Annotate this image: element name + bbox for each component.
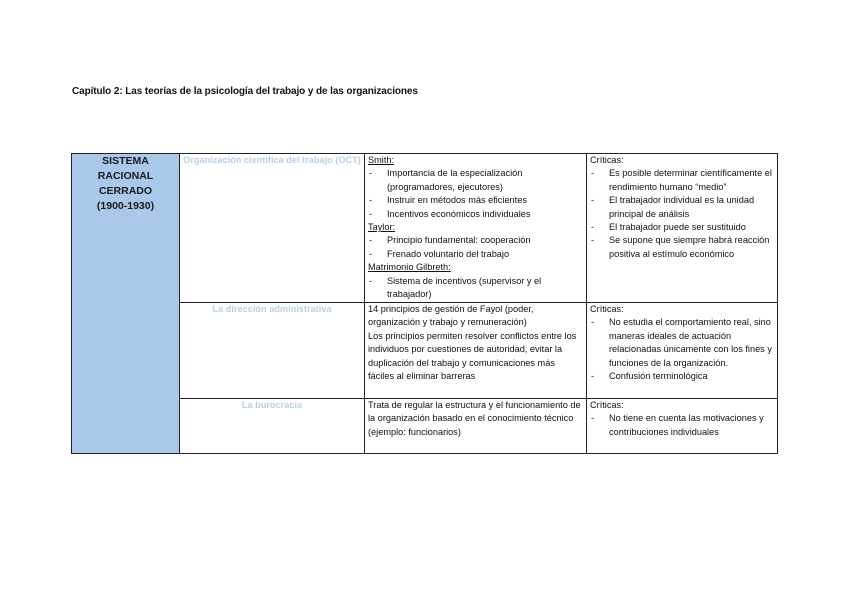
description-cell: [365, 154, 587, 303]
critics-cell: [587, 399, 778, 454]
list-item: - El trabajador individual es la unidad principal de análisis: [590, 194, 774, 221]
description-cell: [365, 303, 587, 399]
theory-cell: [180, 303, 365, 399]
list-item: - No tiene en cuenta las motivaciones y contribuciones individuales: [590, 412, 774, 439]
theory-name: La burocracia: [241, 400, 303, 410]
critics-cell: [587, 154, 778, 303]
critics-list: [590, 412, 774, 439]
list-item: - Incentivos económicos individuales: [368, 208, 583, 221]
critics-list: [590, 167, 774, 261]
description-text: Trata de regular la estructura y el funcionamiento de la organización basado en el conocimiento técnico (ejemplo: funcionarios): [368, 400, 581, 437]
list-item: - El trabajador puede ser sustituido: [590, 221, 774, 234]
system-label-line: SISTEMA: [102, 155, 149, 167]
theory-name: Organización científica del trabajo (OCT): [183, 155, 361, 165]
theory-cell: [180, 154, 365, 303]
author-name: Taylor:: [368, 222, 396, 233]
list-item: - Sistema de incentivos (supervisor y el trabajador): [368, 275, 583, 302]
author-name: Smith:: [368, 155, 395, 165]
list-item: - Principio fundamental: cooperación: [368, 234, 583, 247]
description-text: Los principios permiten resolver conflictos entre los individuos por cuestiones de autoridad, evitar la duplicación del trabajo y comunicaciones más fáciles al eliminar barreras: [368, 330, 577, 382]
description-text: 14 principios de gestión de Fayol (poder, organización y trabajo y remuneración): [368, 304, 534, 328]
critics-label: Críticas:: [590, 155, 624, 165]
author-items: [368, 167, 583, 221]
system-cell: [72, 154, 180, 454]
critics-cell: [587, 303, 778, 399]
critics-label: Críticas:: [590, 304, 624, 314]
system-label-line: CERRADO: [98, 185, 153, 197]
list-item: - Frenado voluntario del trabajo: [368, 248, 583, 261]
system-period: (1900-1930): [96, 200, 155, 212]
theory-cell: [180, 399, 365, 454]
list-item: - Se supone que siempre habrá reacción positiva al estímulo económico: [590, 234, 774, 261]
critics-list: [590, 316, 774, 383]
theory-name: La dirección administrativa: [212, 304, 332, 314]
author-name: Matrimonio Gilbreth:: [368, 262, 451, 273]
critics-label: Críticas:: [590, 400, 624, 410]
table-row: [72, 154, 778, 303]
list-item: - No estudia el comportamiento real, sino maneras ideales de actuación relacionadas únicamente con los fines y funciones de la organización.: [590, 316, 774, 370]
list-item: - Es posible determinar científicamente el rendimiento humano “medio”: [590, 167, 774, 194]
list-item: - Confusión terminológica: [590, 370, 774, 383]
system-label-line: RACIONAL: [97, 170, 154, 182]
page-title: Capítulo 2: Las teorías de la psicología del trabajo y de las organizaciones: [72, 86, 418, 97]
author-items: [368, 275, 583, 302]
theories-table: [71, 153, 778, 454]
list-item: - Importancia de la especialización (programadores, ejecutores): [368, 167, 583, 194]
list-item: - Instruir en métodos más eficientes: [368, 194, 583, 207]
author-items: [368, 234, 583, 261]
description-cell: [365, 399, 587, 454]
